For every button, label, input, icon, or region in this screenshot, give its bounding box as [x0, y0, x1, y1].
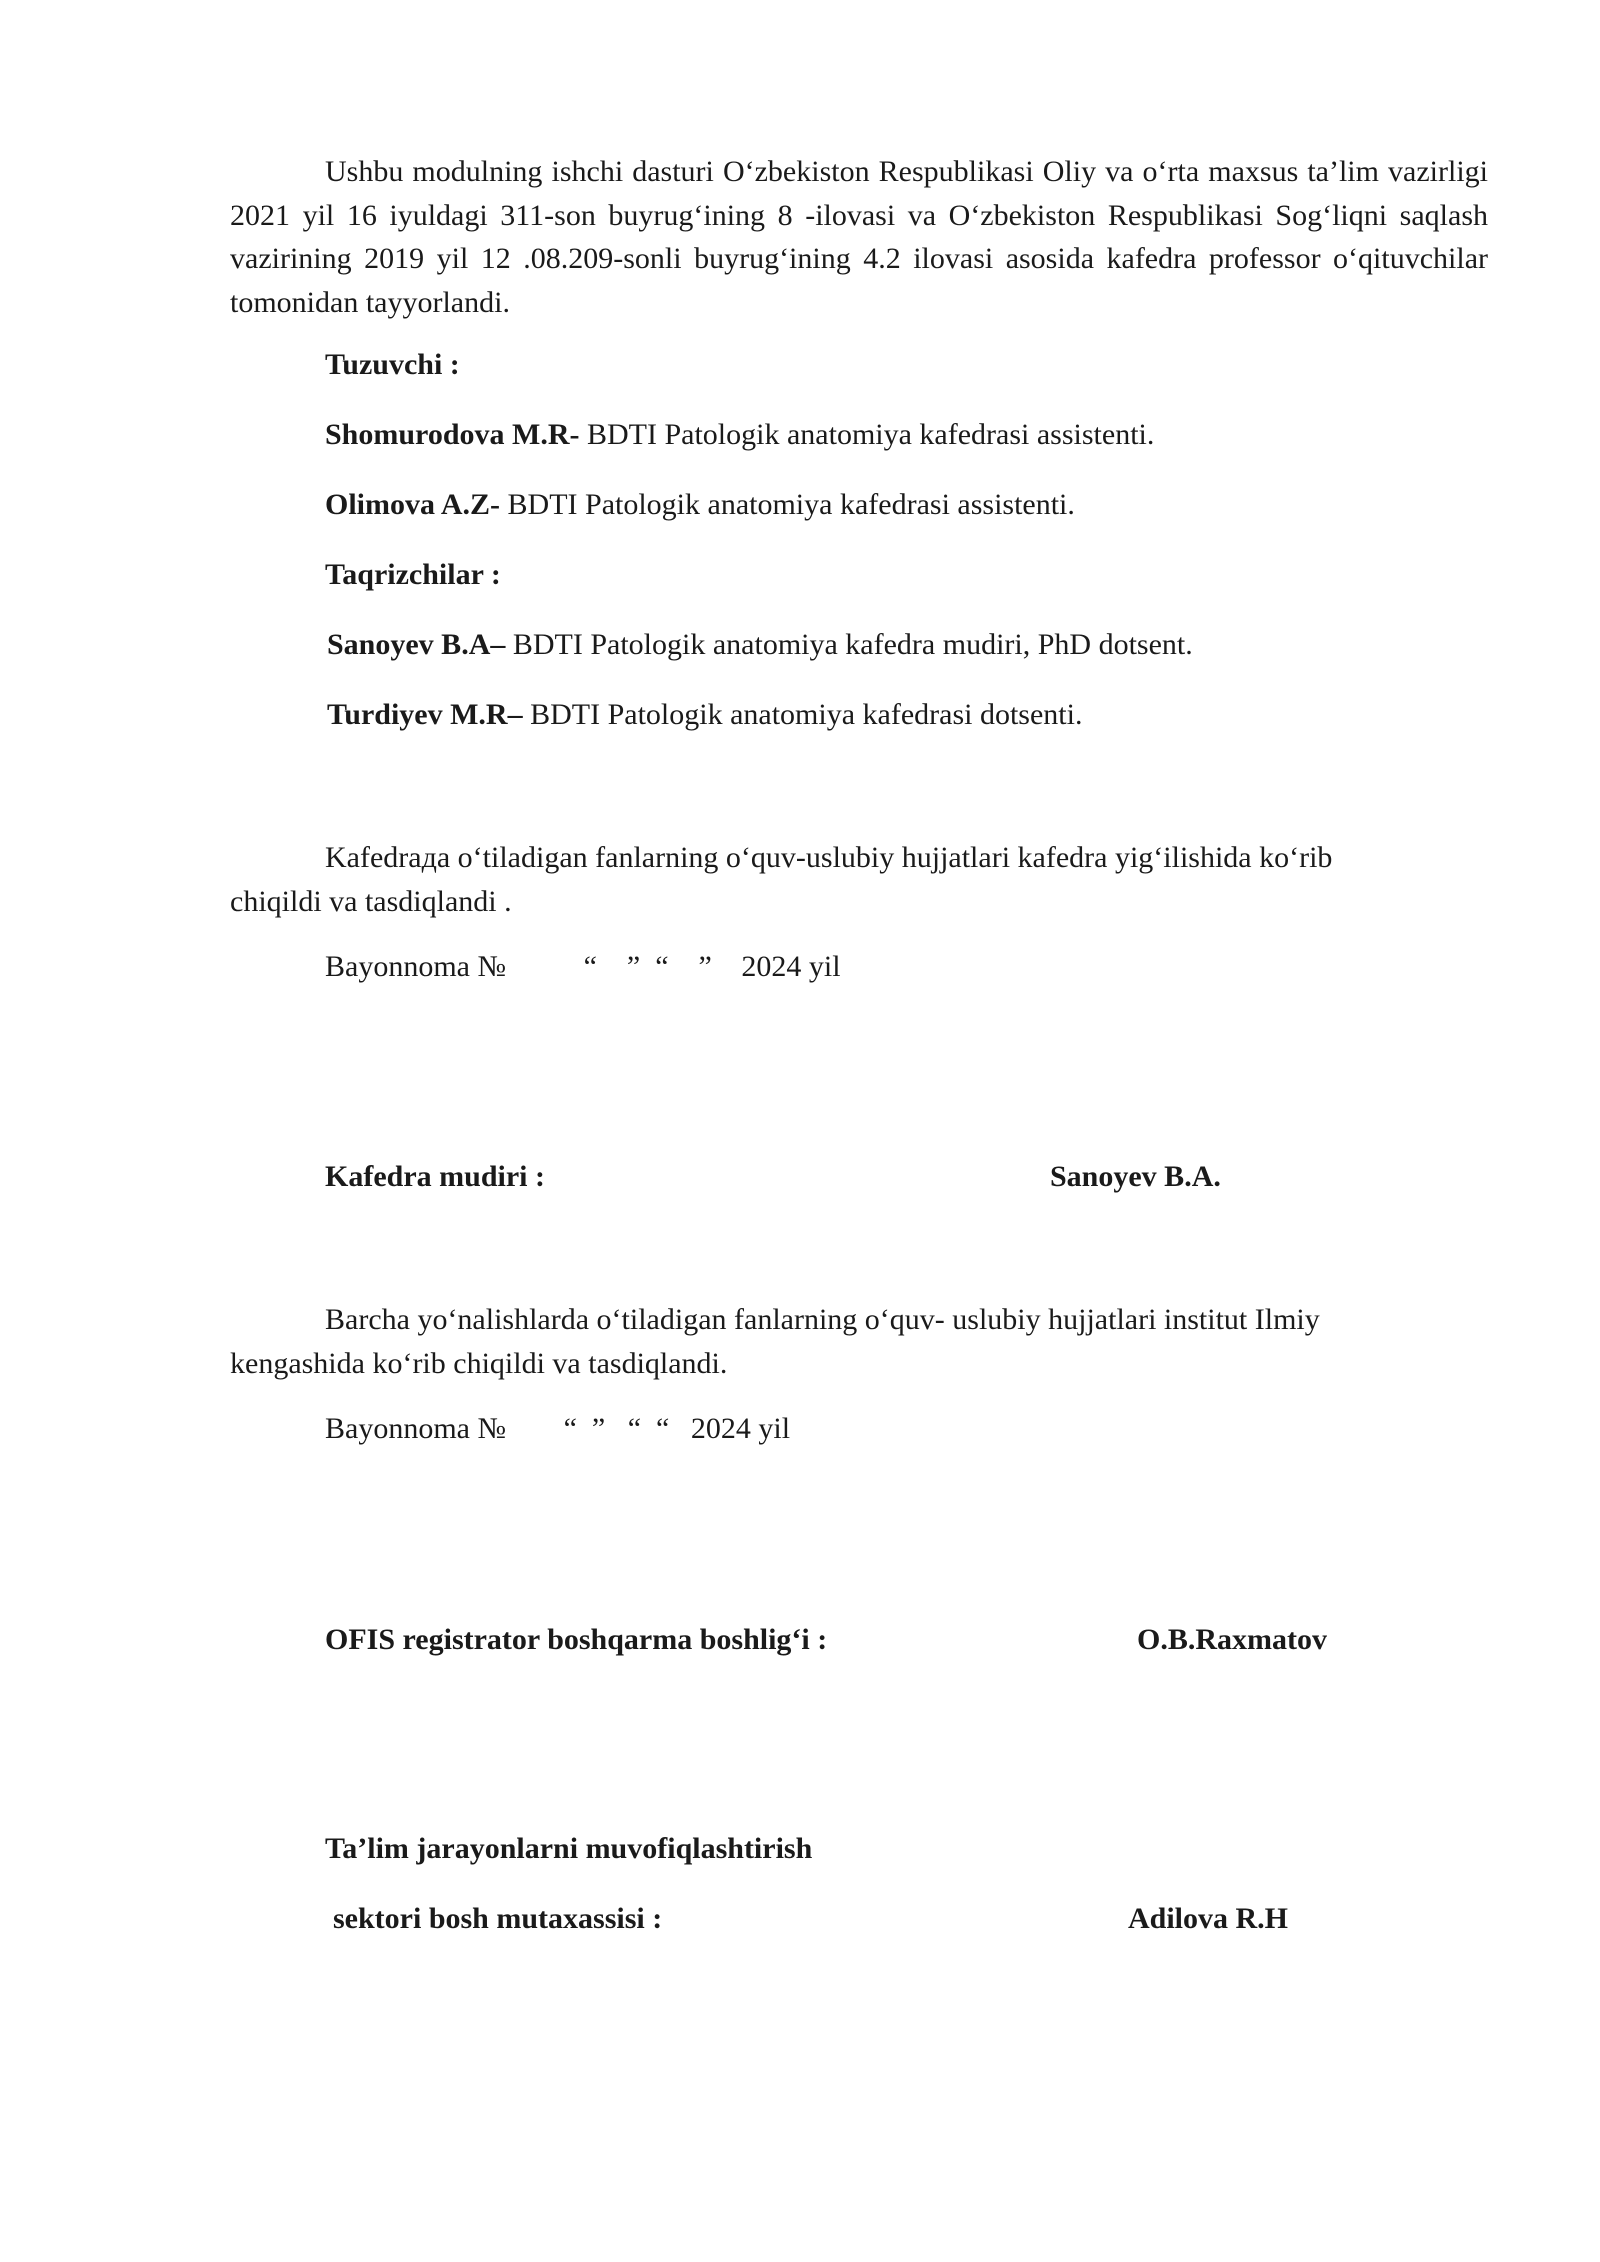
department-protocol-line — [325, 950, 841, 984]
compiler-2-name: Olimova A.Z- — [325, 488, 501, 521]
reviewers-heading: Taqrizchilar : — [325, 558, 501, 591]
reviewer-2 — [327, 698, 1082, 732]
compiler-2 — [325, 488, 1075, 522]
reviewer-1 — [327, 628, 1193, 662]
department-protocol-label: Bayonnoma № — [325, 950, 507, 983]
council-protocol-label: Bayonnoma № — [325, 1412, 507, 1445]
intro-text: Ushbu modulning ishchi dasturi O‘zbekiston Respublikasi Oliy va o‘rta maxsus ta’lim vazirligi 2021 yil 16 iyuldagi 311-son buyrug‘ining 8 -ilovasi va O‘zbekiston Respublikasi Sog‘liqni saqlash vazirining 2019 yil 12 .08.209-sonli buyrug‘ining 4.2 ilovasi asosida kafedra professor o‘qituvchilar tomonidan tayyorlandi. — [230, 155, 1488, 319]
department-approval-paragraph — [230, 836, 1430, 923]
compiler-1-role: BDTI Patologik anatomiya kafedrasi assistenti. — [579, 418, 1155, 451]
registrar-name: O.B.Raxmatov — [1137, 1623, 1327, 1656]
department-protocol-quotes: “ ” “ ” — [583, 950, 712, 983]
reviewer-2-role: BDTI Patologik anatomiya kafedrasi dotsenti. — [522, 698, 1083, 731]
intro-paragraph — [230, 150, 1488, 324]
compiler-1-name: Shomurodova M.R- — [325, 418, 580, 451]
compiler-1 — [325, 418, 1154, 452]
reviewer-1-name: Sanoyev B.A– — [327, 628, 506, 661]
coordination-name: Adilova R.H — [1128, 1902, 1289, 1935]
compiler-2-role: BDTI Patologik anatomiya kafedrasi assistenti. — [500, 488, 1075, 521]
department-head-name: Sanoyev B.A. — [1050, 1160, 1221, 1193]
council-protocol-year: 2024 yil — [690, 1412, 791, 1445]
compilers-heading: Tuzuvchi : — [325, 348, 460, 381]
coordination-title-line1: Ta’lim jarayonlarni muvofiqlashtirish — [325, 1832, 813, 1865]
department-protocol-year: 2024 yil — [741, 950, 841, 983]
department-approval-text: Kafedraда o‘tiladigan fanlarning o‘quv-uslubiy hujjatlari kafedra yig‘ilishida ko‘rib chiqildi va tasdiqlandi . — [230, 841, 1333, 918]
reviewer-2-name: Turdiyev M.R– — [327, 698, 523, 731]
council-approval-text: Barcha yo‘nalishlarda o‘tiladigan fanlarning o‘quv- uslubiy hujjatlari institut Ilmiy kengashida ko‘rib chiqildi va tasdiqlandi. — [230, 1303, 1320, 1380]
council-protocol-line — [325, 1412, 790, 1446]
council-approval-paragraph — [230, 1298, 1430, 1385]
council-protocol-quotes: “ ” “ “ — [563, 1412, 670, 1445]
reviewer-1-role: BDTI Patologik anatomiya kafedra mudiri, PhD dotsent. — [505, 628, 1193, 661]
department-head-title: Kafedra mudiri : — [325, 1160, 545, 1193]
coordination-title-line2: sektori bosh mutaxassisi : — [333, 1902, 663, 1935]
registrar-title: OFIS registrator boshqarma boshlig‘i : — [325, 1623, 828, 1656]
